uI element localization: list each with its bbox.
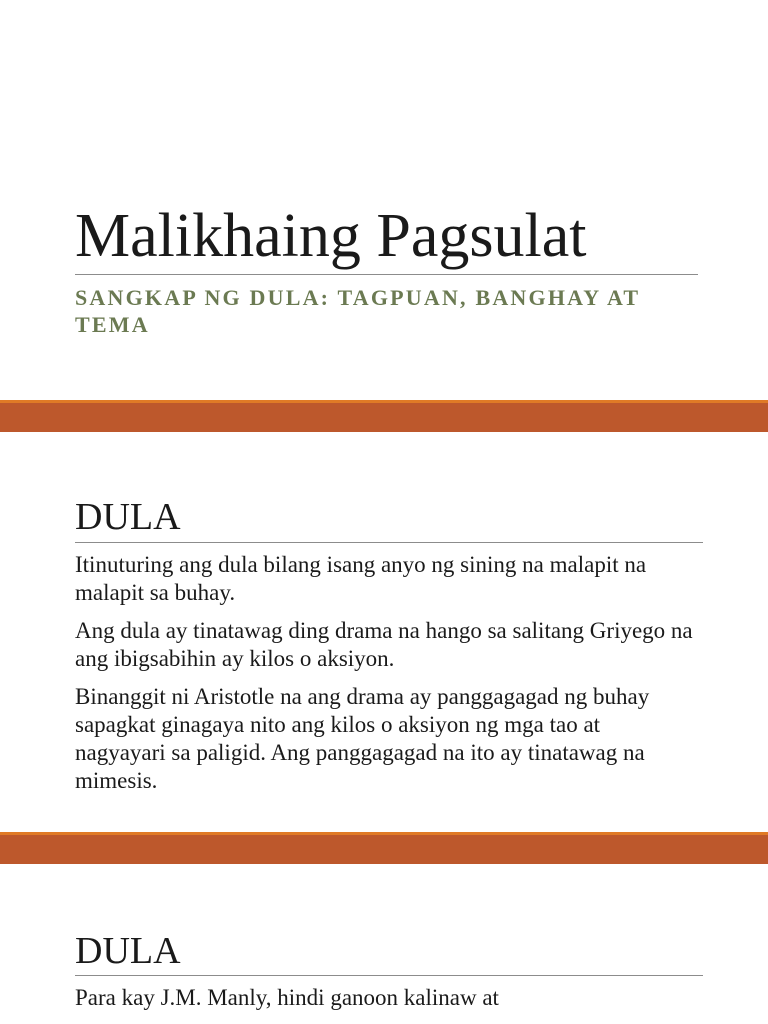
body-paragraph: Ang dula ay tinatawag ding drama na hango sa salitang Griyego na ang ibigsabihin ay kilos o aksiyon. bbox=[75, 618, 693, 671]
heading-divider bbox=[75, 542, 703, 543]
body-paragraph: Itinuturing ang dula bilang isang anyo ng sining na malapit na malapit sa buhay. bbox=[75, 552, 647, 605]
slide-title-heading: Malikhaing Pagsulat bbox=[75, 202, 587, 270]
slide-separator bbox=[0, 832, 768, 864]
slide-dula-2 bbox=[0, 864, 768, 1024]
slide-separator bbox=[0, 400, 768, 432]
slide-heading: DULA bbox=[75, 930, 181, 972]
slide-heading: DULA bbox=[75, 496, 181, 538]
slide-dula-1 bbox=[0, 432, 768, 832]
slide-body bbox=[75, 984, 695, 1022]
slide-subtitle: SANGKAP NG DULA: TAGPUAN, BANGHAY AT TEMA bbox=[75, 285, 640, 337]
heading-divider bbox=[75, 975, 703, 976]
slide-body bbox=[75, 551, 695, 805]
slide-title bbox=[0, 0, 768, 400]
body-paragraph: Para kay J.M. Manly, hindi ganoon kalinaw at bbox=[75, 985, 499, 1010]
body-paragraph: Binanggit ni Aristotle na ang drama ay panggagagad ng buhay sapagkat ginagaya nito ang kilos o aksiyon ng mga tao at nagyayari sa paligid. Ang panggagagad na ito ay tinatawag na mimesis. bbox=[75, 684, 650, 793]
title-divider bbox=[75, 274, 698, 275]
